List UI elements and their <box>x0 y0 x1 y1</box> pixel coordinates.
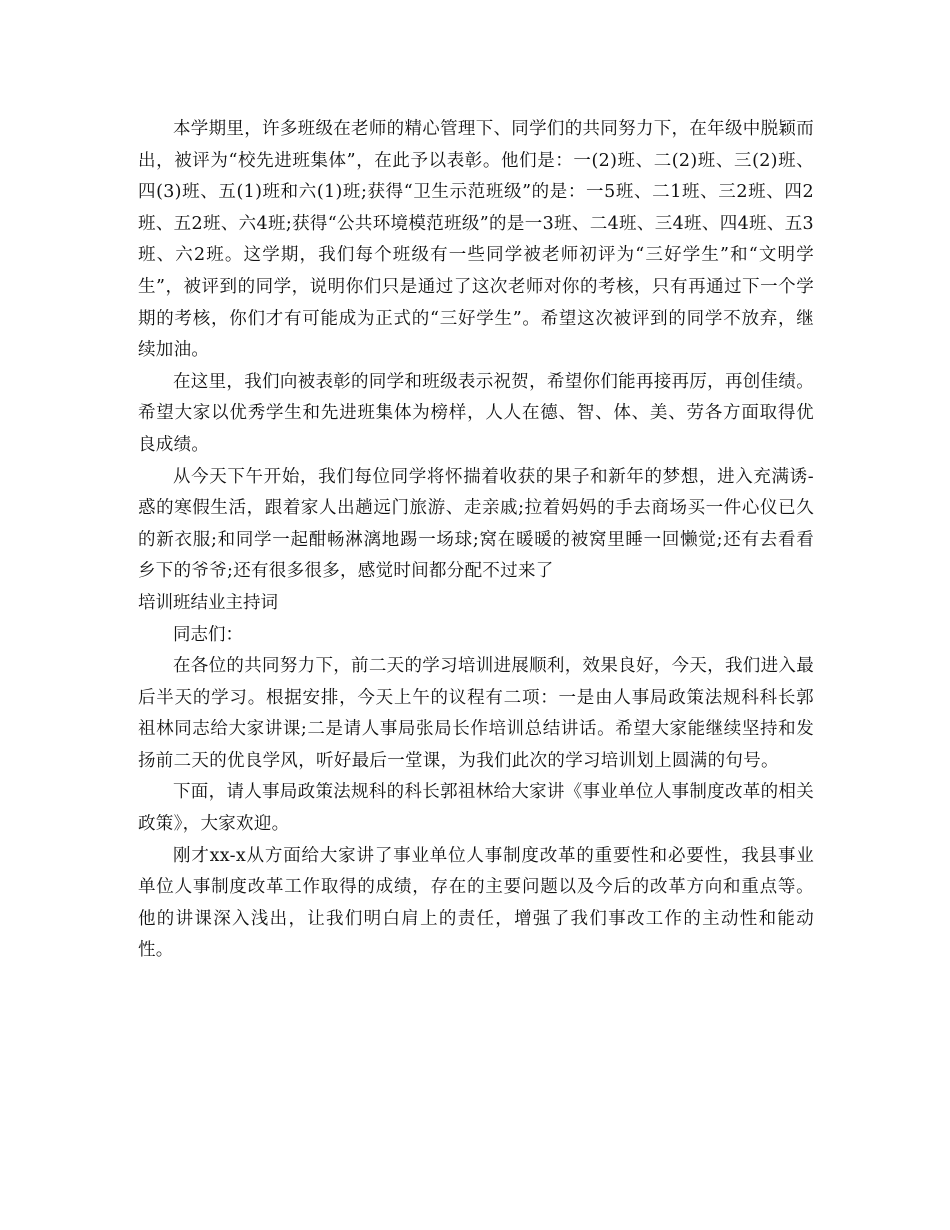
document-page <box>138 114 814 967</box>
paragraph-congratulations: 在这里，我们向被表彰的同学和班级表示祝贺，希望你们能再接再厉，再创佳绩。希望大家以优秀学生和先进班集体为榜样，人人在德、智、体、美、劳各方面取得优良成绩。 <box>138 371 814 455</box>
paragraph-commendation: 本学期里，许多班级在老师的精心管理下、同学们的共同努力下，在年级中脱颖而出，被评为“校先进班集体”，在此予以表彰。他们是：一(2)班、二(2)班、三(2)班、四(3)班、五(1)班和六(1)班;获得“卫生示范班级”的是：一5班、二1班、三2班、四2班、五2班、六4班;获得“公共环境模范班级”的是一3班、二4班、三4班、四4班、五3班、六2班。这学期，我们每个班级有一些同学被老师初评为“三好学生”和“文明学生”，被评到的同学，说明你们只是通过了这次老师对你的考核，只有再通过下一个学期的考核，你们才有可能成为正式的“三好学生”。希望这次被评到的同学不放弃，继续加油。 <box>138 119 814 361</box>
paragraph-introduction: 下面，请人事局政策法规科的科长郭祖林给大家讲《事业单位人事制度改革的相关政策》，大家欢迎。 <box>138 782 814 835</box>
paragraph-training-progress: 在各位的共同努力下，前二天的学习培训进展顺利，效果良好，今天，我们进入最后半天的学习。根据安排，今天上午的议程有二项：一是由人事局政策法规科科长郭祖林同志给大家讲课;二是请人事局张局长作培训总结讲话。希望大家能继续坚持和发扬前二天的优良学风，听好最后一堂课，为我们此次的学习培训划上圆满的句号。 <box>138 656 814 771</box>
paragraph-summary: 刚才xx-x从方面给大家讲了事业单位人事制度改革的重要性和必要性，我县事业单位人事制度改革工作取得的成绩，存在的主要问题以及今后的改革方向和重点等。他的讲课深入浅出，让我们明白肩上的责任，增强了我们事改工作的主动性和能动性。 <box>138 845 814 961</box>
paragraph-winter-break: 从今天下午开始，我们每位同学将怀揣着收获的果子和新年的梦想，进入充满诱-惑的寒假生活，跟着家人出趟远门旅游、走亲戚;拉着妈妈的手去商场买一件心仪已久的新衣服;和同学一起酣畅淋漓地踢一场球;窝在暖暖的被窝里睡一回懒觉;还有去看看乡下的爷爷;还有很多很多，感觉时间都分配不过来了 <box>138 466 814 582</box>
greeting: 同志们： <box>173 624 243 645</box>
section-title: 培训班结业主持词 <box>138 592 278 613</box>
